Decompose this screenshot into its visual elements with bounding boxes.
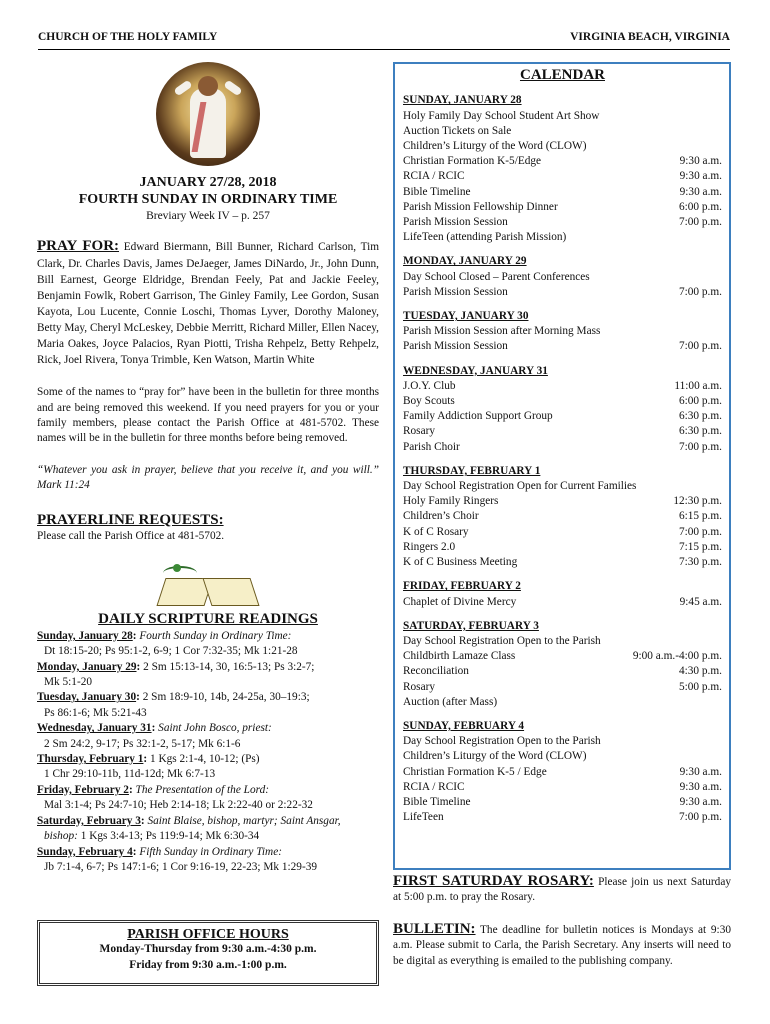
calendar-event [403,230,722,245]
calendar-event [403,285,722,300]
calendar-event [403,200,722,215]
calendar-event-name: Bible Timeline [403,185,471,198]
scripture-reading: Dt 18:15-20; Ps 95:1-2, 6-9; 1 Cor 7:32-35; Mk 1:21-28 [44,645,298,658]
scripture-day-title: bishop: [44,830,78,843]
calendar-list [403,93,722,825]
scripture-heading: DAILY SCRIPTURE READINGS [98,611,318,628]
calendar-event [403,409,722,424]
calendar-event [403,424,722,439]
calendar-event [403,634,722,649]
calendar-event-name: Day School Registration Open for Current Families [403,480,637,493]
calendar-event-time: 7:15 p.m. [679,540,722,553]
office-hours-weekdays: Monday-Thursday from 9:30 a.m.-4:30 p.m. [99,943,317,956]
calendar-event-name: RCIA / RCIC [403,780,465,793]
calendar-day [403,254,722,300]
scripture-day-title: The Presentation of the Lord: [135,783,269,796]
bulletin-label: BULLETIN: [393,921,476,937]
calendar-event [403,680,722,695]
first-saturday-text: Please join us next Saturday at 5:00 p.m. to pray the Rosary. [393,876,731,904]
calendar-box [393,62,731,870]
calendar-event [403,139,722,154]
calendar-event [403,379,722,394]
calendar-event-time: 9:00 a.m.-4:00 p.m. [632,650,722,663]
scripture-reading: Ps 86:1-6; Mk 5:21-43 [44,706,147,719]
scripture-day: Saturday, February 3: Saint Blaise, bishop, martyr; Saint Ansgar, bishop: 1 Kgs 3:4-13; Ps 119:9-14; Mk 6:30-34 [37,814,341,843]
calendar-event [403,664,722,679]
liturgical-sunday: FOURTH SUNDAY IN ORDINARY TIME [78,192,338,207]
scripture-day-label: Thursday, February 1 [37,753,144,766]
calendar-event-name: RCIA / RCIC [403,170,465,183]
scripture-reading: Mal 3:1-4; Ps 24:7-10; Heb 2:14-18; Lk 2:22-40 or 2:22-32 [44,799,313,812]
calendar-event-time: 6:00 p.m. [679,395,722,408]
calendar-day-heading: SUNDAY, JANUARY 28 [403,94,522,107]
calendar-event-time: 6:30 p.m. [679,410,722,423]
calendar-event-name: Day School Registration Open to the Parish [403,735,601,748]
scripture-day-label: Monday, January 29 [37,660,137,673]
scripture-reading: Mk 5:1-20 [44,676,93,689]
calendar-event-name: Parish Mission Session after Morning Mass [403,325,601,338]
calendar-event-name: Family Addiction Support Group [403,410,553,423]
calendar-event [403,185,722,200]
calendar-day [403,619,722,710]
scripture-reading: 2 Sm 15:13-14, 30, 16:5-13; Ps 3:2-7; [143,660,315,673]
calendar-event [403,695,722,710]
scripture-readings-list [37,629,379,876]
calendar-day [403,719,722,825]
calendar-day-heading: WEDNESDAY, JANUARY 31 [403,364,548,377]
calendar-event [403,525,722,540]
calendar-day [403,364,722,455]
calendar-event-time: 7:00 p.m. [679,525,722,538]
calendar-event [403,169,722,184]
church-name: CHURCH OF THE HOLY FAMILY [38,31,218,43]
scripture-day: Sunday, January 28: Fourth Sunday in Ordinary Time: Dt 18:15-20; Ps 95:1-2, 6-9; 1 Cor 7:32-35; Mk 1:21-28 [37,629,379,660]
calendar-event-time: 7:30 p.m. [679,556,722,569]
scripture-day-title: Fifth Sunday in Ordinary Time: [139,845,282,858]
calendar-event-time: 9:30 a.m. [679,765,722,778]
calendar-event [403,440,722,455]
calendar-event [403,109,722,124]
scripture-day-title: Saint Blaise, bishop, martyr; Saint Ansgar, [147,814,341,827]
calendar-event [403,270,722,285]
scripture-day: Friday, February 2: The Presentation of the Lord: Mal 3:1-4; Ps 24:7-10; Heb 2:14-18; Lk 2:22-40 or 2:22-32 [37,783,379,814]
calendar-event-name: Auction Tickets on Sale [403,124,512,137]
calendar-event [403,765,722,780]
pray-for-names: Edward Biermann, Bill Bunner, Richard Carlson, Tim Clark, Dr. Charles Davis, James DeJaeger, James DiNardo, Jr., John Dunn, Bill Earnest, George Eldridge, Brendan Feely, Pat and Jackie Feeley, Benjamin Fowlk, Robert Garrison, The Ginley Family, Lee Gordon, Susan Kayota, Lou Lucente, Connie Loschi, Thomas Lyver, Dorothy Maloney, Betty May, Cheryl McLeskey, Debbie Merritt, Richard Miller, Ellen Nacey, Maria Oakes, Joyce Palacios, Ryan Piotti, Trisha Rehpelz, Betty Rehpelz, Rick, Joel Rivera, Tonya Trimble, Ken Watson, Martin White [37,241,379,367]
calendar-event [403,810,722,825]
calendar-event-name: Christian Formation K-5 / Edge [403,765,547,778]
calendar-event-name: Parish Mission Session [403,216,508,229]
scripture-reading: 1 Kgs 3:4-13; Ps 119:9-14; Mk 6:30-34 [80,830,260,843]
calendar-event [403,555,722,570]
office-hours-heading: PARISH OFFICE HOURS [127,927,289,942]
calendar-event-time: 9:30 a.m. [679,185,722,198]
breviary-week: Breviary Week IV – p. 257 [146,210,270,222]
calendar-day-heading: THURSDAY, FEBRUARY 1 [403,464,541,477]
calendar-day-heading: MONDAY, JANUARY 29 [403,255,527,268]
scripture-day-label: Wednesday, January 31 [37,722,152,735]
calendar-event-name: Rosary [403,425,436,438]
calendar-event [403,734,722,749]
calendar-event-name: Auction (after Mass) [403,695,498,708]
calendar-event [403,509,722,524]
calendar-event-name: Ringers 2.0 [403,540,456,553]
church-location: VIRGINIA BEACH, VIRGINIA [570,31,730,43]
prayerline-text: Please call the Parish Office at 481-5702. [37,530,225,542]
scripture-reading: Jb 7:1-4, 6-7; Ps 147:1-6; 1 Cor 9:16-19, 22-23; Mk 1:29-39 [44,860,318,873]
scripture-day-label: Friday, February 2 [37,783,129,796]
scripture-day-title: Fourth Sunday in Ordinary Time: [139,629,292,642]
calendar-event-name: Childbirth Lamaze Class [403,650,516,663]
calendar-event-time: 5:00 p.m. [679,680,722,693]
calendar-day [403,464,722,570]
calendar-event-name: Day School Registration Open to the Parish [403,634,601,647]
scripture-day-title: Saint John Bosco, priest: [158,722,272,735]
bulletin-notice [393,922,731,969]
calendar-event [403,494,722,509]
scripture-day: Monday, January 29: 2 Sm 15:13-14, 30, 16:5-13; Ps 3:2-7; Mk 5:1-20 [37,660,379,691]
calendar-event [403,795,722,810]
calendar-event-time: 9:30 a.m. [679,170,722,183]
open-bible-icon [153,564,263,610]
calendar-event-name: LifeTeen (attending Parish Mission) [403,231,567,244]
calendar-event [403,154,722,169]
calendar-event-time: 6:00 p.m. [679,200,722,213]
calendar-day [403,579,722,609]
pray-for-note: Some of the names to “pray for” have been in the bulletin for three months and are being removed this weekend. If you need prayers for you or your family members, please contact the Parish Office at 481-5702. These names will be in the bulletin for three months before being removed. [37,386,379,445]
calendar-event-time: 4:30 p.m. [679,665,722,678]
bulletin-date: JANUARY 27/28, 2018 [139,175,277,190]
calendar-event-name: K of C Business Meeting [403,556,518,569]
calendar-event [403,324,722,339]
calendar-day [403,93,722,245]
calendar-event [403,124,722,139]
calendar-event [403,394,722,409]
calendar-event-time: 11:00 a.m. [674,379,722,392]
calendar-event-name: Rosary [403,680,436,693]
scripture-reading: 1 Kgs 2:1-4, 10-12; (Ps) [150,753,260,766]
page-header [38,28,730,50]
scripture-day-label: Sunday, January 28 [37,629,133,642]
calendar-event-time: 6:30 p.m. [679,425,722,438]
calendar-event-time: 9:30 a.m. [679,155,722,168]
calendar-event-name: Parish Mission Fellowship Dinner [403,200,558,213]
calendar-event-name: Christian Formation K-5/Edge [403,155,542,168]
calendar-title: CALENDAR [519,67,605,83]
calendar-event-name: K of C Rosary [403,525,469,538]
calendar-event-time: 6:15 p.m. [679,510,722,523]
calendar-event-time: 7:00 p.m. [679,340,722,353]
calendar-event [403,749,722,764]
risen-christ-image [156,62,260,166]
pray-for-label: PRAY FOR: [37,238,120,255]
calendar-event-name: Bible Timeline [403,795,471,808]
calendar-event-name: Parish Mission Session [403,340,508,353]
calendar-event-time: 7:00 p.m. [679,216,722,229]
calendar-event-time: 7:00 p.m. [679,440,722,453]
calendar-event-time: 7:00 p.m. [679,811,722,824]
calendar-event-name: Day School Closed – Parent Conferences [403,270,590,283]
scripture-day: Tuesday, January 30: 2 Sm 18:9-10, 14b, 24-25a, 30–19:3; Ps 86:1-6; Mk 5:21-43 [37,690,379,721]
calendar-event [403,780,722,795]
calendar-day-heading: FRIDAY, FEBRUARY 2 [403,580,521,593]
scripture-day: Sunday, February 4: Fifth Sunday in Ordinary Time: Jb 7:1-4, 6-7; Ps 147:1-6; 1 Cor 9:16-19, 22-23; Mk 1:29-39 [37,845,379,876]
scripture-day-label: Tuesday, January 30 [37,691,137,704]
calendar-event-name: Holy Family Ringers [403,495,499,508]
calendar-event-name: Children’s Liturgy of the Word (CLOW) [403,140,587,153]
calendar-event-time: 9:45 a.m. [679,595,722,608]
calendar-event [403,479,722,494]
scripture-day-label: Sunday, February 4 [37,845,133,858]
calendar-day-heading: SUNDAY, FEBRUARY 4 [403,719,525,732]
calendar-event-name: Holy Family Day School Student Art Show [403,109,600,122]
calendar-event [403,215,722,230]
scripture-day: Thursday, February 1: 1 Kgs 2:1-4, 10-12; (Ps) 1 Chr 29:10-11b, 11d-12d; Mk 6:7-13 [37,752,379,783]
calendar-event-name: Children’s Liturgy of the Word (CLOW) [403,750,587,763]
calendar-event-name: LifeTeen [403,811,444,824]
calendar-event [403,595,722,610]
prayerline-heading: PRAYERLINE REQUESTS: [37,511,224,528]
calendar-event [403,339,722,354]
calendar-event-name: Children’s Choir [403,510,479,523]
calendar-event-name: Boy Scouts [403,395,455,408]
pray-for-section [37,238,379,368]
left-column [37,62,379,875]
calendar-event-name: Chaplet of Divine Mercy [403,595,517,608]
scripture-quote: “Whatever you ask in prayer, believe that you receive it, and you will.” Mark 11:24 [37,463,379,492]
scripture-reading: 2 Sm 18:9-10, 14b, 24-25a, 30–19:3; [142,691,310,704]
calendar-day [403,309,722,355]
calendar-event-time: 9:30 a.m. [679,780,722,793]
scripture-day: Wednesday, January 31: Saint John Bosco, priest: 2 Sm 24:2, 9-17; Ps 32:1-2, 5-17; Mk 6:1-6 [37,721,379,752]
scripture-reading: 1 Chr 29:10-11b, 11d-12d; Mk 6:7-13 [44,768,216,781]
calendar-event-time: 9:30 a.m. [679,795,722,808]
calendar-event-name: Parish Mission Session [403,285,508,298]
calendar-day-heading: SATURDAY, FEBRUARY 3 [403,619,539,632]
scripture-reading: 2 Sm 24:2, 9-17; Ps 32:1-2, 5-17; Mk 6:1-6 [44,737,241,750]
calendar-event-name: Parish Choir [403,440,460,453]
first-saturday-label: FIRST SATURDAY ROSARY: [393,873,594,889]
office-hours-box [37,920,379,986]
calendar-event [403,540,722,555]
first-saturday-rosary [393,874,731,906]
calendar-event-time: 7:00 p.m. [679,285,722,298]
office-hours-friday: Friday from 9:30 a.m.-1:00 p.m. [129,958,287,971]
scripture-day-label: Saturday, February 3 [37,814,141,827]
calendar-event-time: 12:30 p.m. [673,495,722,508]
calendar-event-name: J.O.Y. Club [403,379,456,392]
bulletin-text: The deadline for bulletin notices is Mondays at 9:30 a.m. Please submit to Carla, the Parish Secretary. Any inserts will need to be digital as everything is emailed to the publishing company. [393,924,731,967]
calendar-day-heading: TUESDAY, JANUARY 30 [403,310,529,323]
calendar-event-name: Reconciliation [403,665,469,678]
calendar-event [403,649,722,664]
